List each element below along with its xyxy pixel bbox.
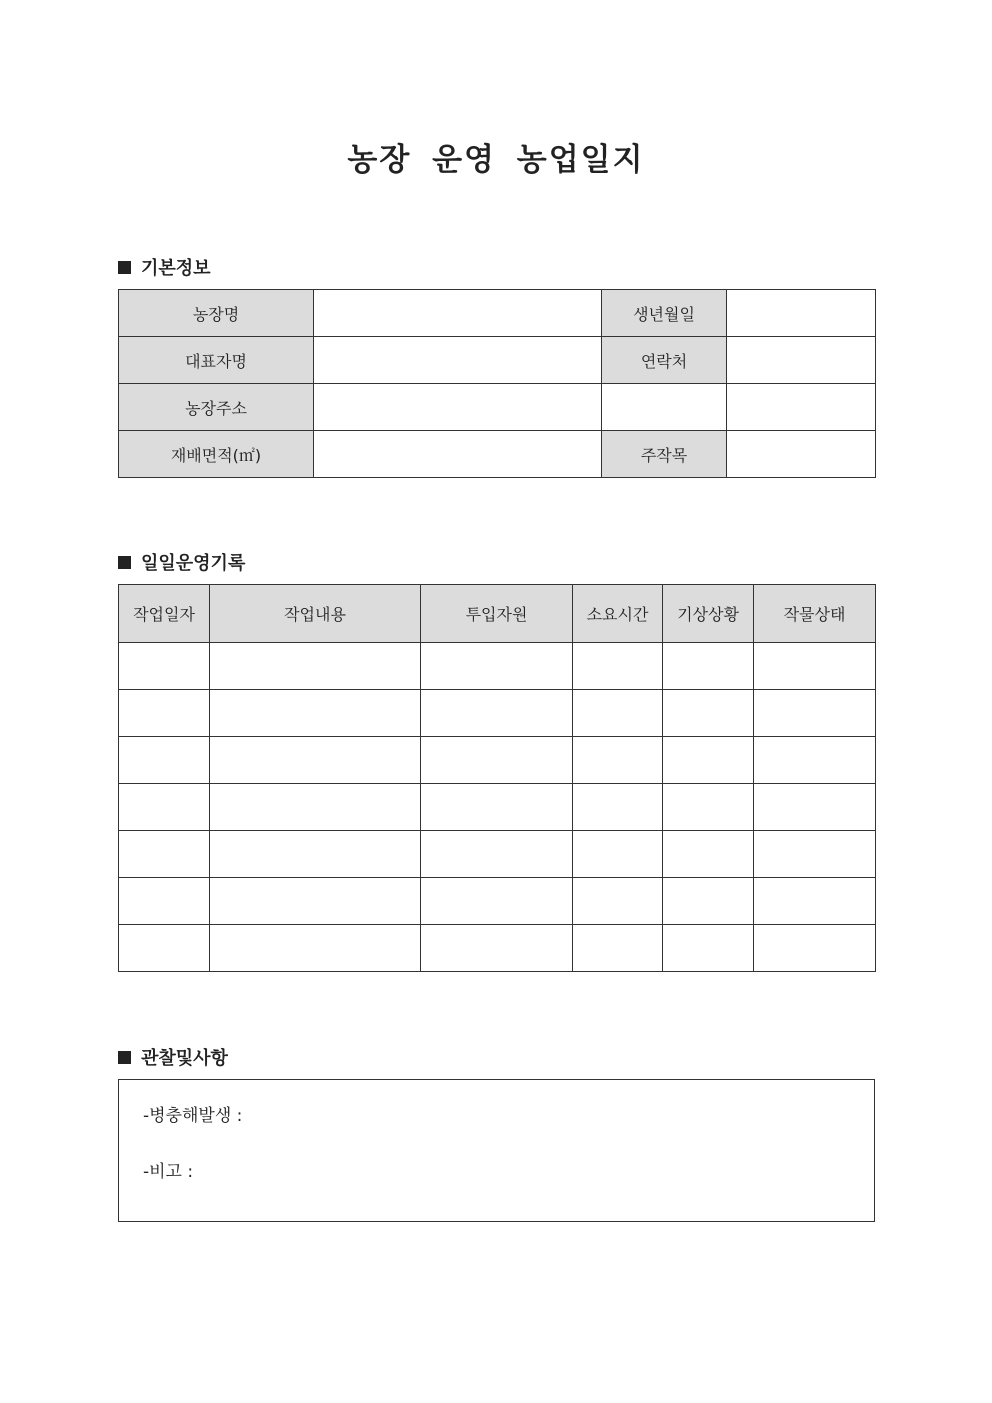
column-header: 작업일자 (119, 585, 210, 643)
table-cell[interactable] (119, 784, 210, 831)
column-header: 작물상태 (754, 585, 876, 643)
note-label: -비고 : (143, 1162, 194, 1182)
table-cell[interactable] (210, 831, 421, 878)
area-field[interactable] (314, 431, 602, 478)
table-cell[interactable] (663, 690, 754, 737)
area-label: 재배면적(㎡) (119, 431, 314, 478)
farm-name-label: 농장명 (119, 290, 314, 337)
table-cell[interactable] (573, 643, 663, 690)
table-cell[interactable] (663, 737, 754, 784)
table-cell[interactable] (421, 643, 573, 690)
table-cell[interactable] (210, 925, 421, 972)
table-row (119, 784, 876, 831)
table-cell[interactable] (119, 925, 210, 972)
basic-info-table (118, 289, 876, 478)
table-cell[interactable] (754, 831, 876, 878)
column-header: 소요시간 (573, 585, 663, 643)
table-cell[interactable] (119, 690, 210, 737)
table-row (119, 831, 876, 878)
table-cell[interactable] (119, 831, 210, 878)
contact-label: 연락처 (602, 337, 727, 384)
birth-date-label: 생년월일 (602, 290, 727, 337)
daily-log-table (118, 584, 876, 972)
observation-box[interactable] (118, 1079, 875, 1222)
section-label: 일일운영기록 (141, 553, 246, 574)
table-cell[interactable] (663, 784, 754, 831)
table-cell[interactable] (754, 878, 876, 925)
table-cell[interactable] (573, 737, 663, 784)
table-cell[interactable] (754, 690, 876, 737)
table-cell[interactable] (663, 925, 754, 972)
contact-field[interactable] (727, 337, 876, 384)
table-cell[interactable] (663, 878, 754, 925)
square-bullet-icon (118, 261, 131, 274)
table-cell[interactable] (754, 737, 876, 784)
table-cell[interactable] (119, 878, 210, 925)
address-label: 농장주소 (119, 384, 314, 431)
square-bullet-icon (118, 556, 131, 569)
page-title: 농장 운영 농업일지 (347, 142, 645, 178)
table-cell[interactable] (210, 643, 421, 690)
table-cell[interactable] (754, 643, 876, 690)
table-cell[interactable] (754, 784, 876, 831)
table-cell[interactable] (119, 737, 210, 784)
column-header: 작업내용 (210, 585, 421, 643)
column-header: 기상상황 (663, 585, 754, 643)
table-cell[interactable] (573, 878, 663, 925)
table-header-row (119, 585, 876, 643)
table-cell[interactable] (421, 784, 573, 831)
table-cell[interactable] (421, 690, 573, 737)
table-cell[interactable] (573, 925, 663, 972)
table-row (119, 643, 876, 690)
section-heading-daily-log (118, 549, 245, 575)
section-heading-basic-info (118, 254, 211, 280)
address-field[interactable] (314, 384, 602, 431)
table-cell[interactable] (421, 737, 573, 784)
representative-label: 대표자명 (119, 337, 314, 384)
square-bullet-icon (118, 1051, 131, 1064)
main-crop-label: 주작목 (602, 431, 727, 478)
table-cell[interactable] (421, 878, 573, 925)
table-cell[interactable] (754, 925, 876, 972)
table-cell[interactable] (573, 690, 663, 737)
table-row (119, 925, 876, 972)
pest-occurrence-label: -병충해발생 : (143, 1106, 243, 1126)
section-heading-observation (118, 1044, 228, 1070)
table-row (119, 431, 876, 478)
section-label: 기본정보 (141, 258, 211, 279)
farm-name-field[interactable] (314, 290, 602, 337)
table-cell[interactable] (210, 690, 421, 737)
section-label: 관찰및사항 (141, 1048, 228, 1069)
table-row (119, 878, 876, 925)
daily-log-body (119, 643, 876, 972)
table-cell[interactable] (421, 925, 573, 972)
table-row (119, 690, 876, 737)
representative-field[interactable] (314, 337, 602, 384)
table-cell[interactable] (573, 784, 663, 831)
empty-label-cell (602, 384, 727, 431)
table-row (119, 384, 876, 431)
birth-date-field[interactable] (727, 290, 876, 337)
table-cell[interactable] (210, 878, 421, 925)
empty-field-cell[interactable] (727, 384, 876, 431)
table-cell[interactable] (663, 643, 754, 690)
table-cell[interactable] (210, 737, 421, 784)
table-cell[interactable] (210, 784, 421, 831)
column-header: 투입자원 (421, 585, 573, 643)
table-row (119, 290, 876, 337)
main-crop-field[interactable] (727, 431, 876, 478)
table-row (119, 737, 876, 784)
table-cell[interactable] (421, 831, 573, 878)
table-cell[interactable] (663, 831, 754, 878)
table-cell[interactable] (119, 643, 210, 690)
table-cell[interactable] (573, 831, 663, 878)
table-row (119, 337, 876, 384)
